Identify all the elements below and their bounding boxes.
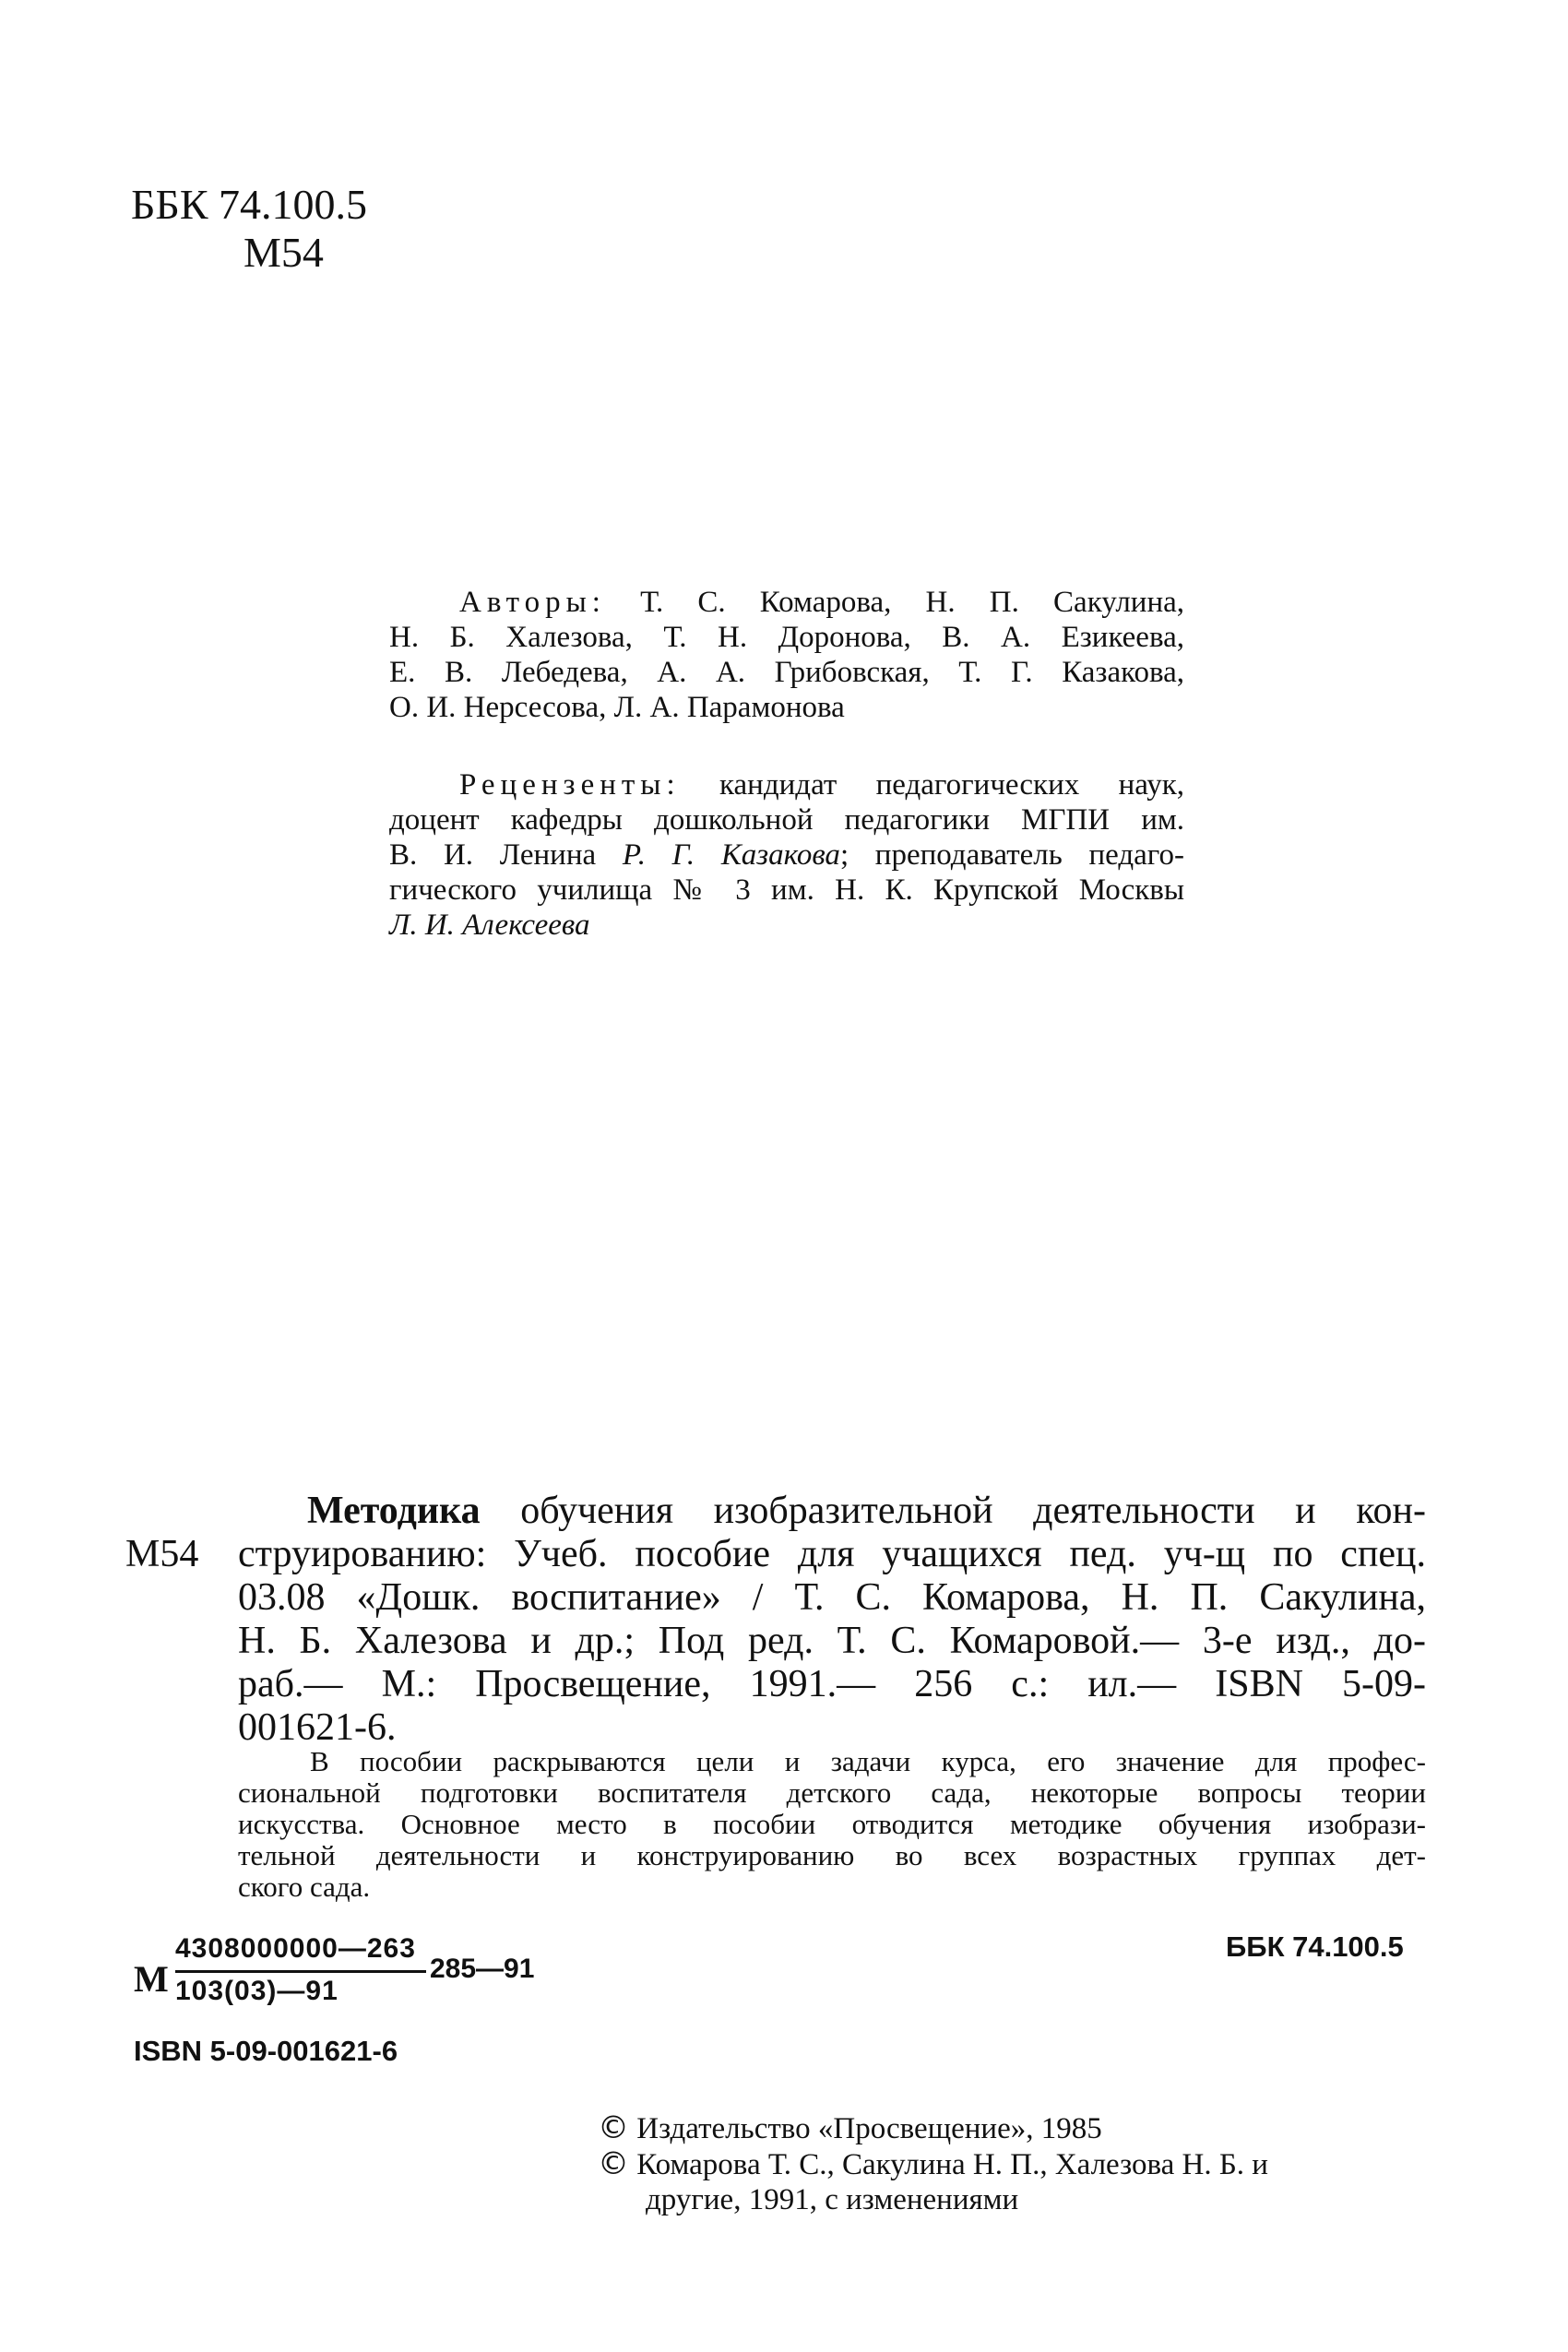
reviewers-block (389, 767, 1184, 943)
entry-line-3: 03.08 «Дошк. воспитание» / Т. С. Комарова, Н. П. Сакулина, (238, 1576, 1426, 1619)
annotation-line-4: тельной деятельности и конструированию во всех возрастных группах дет- (238, 1839, 1426, 1871)
authors-block (389, 585, 1184, 725)
bbk-code-bottom: ББК 74.100.5 (1226, 1930, 1404, 1963)
reviewers-line-4: гического училища № 3 им. Н. К. Крупской Москвы (389, 873, 1184, 907)
entry-author-sign: М54 (125, 1533, 199, 1575)
annotation-line-1: В пособии раскрываются цели и задачи курса, его значение для профес- (310, 1745, 1426, 1777)
bbk-code: ББК 74.100.5 (131, 181, 368, 228)
reviewer-name-2: Л. И. Алексеева (389, 909, 590, 942)
entry-line-5: раб.— М.: Просвещение, 1991.— 256 с.: ил.— ISBN 5-09- (238, 1663, 1426, 1705)
copyright-icon: © (598, 2145, 629, 2182)
entry-title-bold: Методика (307, 1490, 481, 1532)
entry-line-6: 001621-6. (238, 1706, 397, 1749)
copyright-block (598, 2110, 1268, 2217)
reviewers-line-3: В. И. Ленина Р. Г. Казакова; преподаватель педаго- (389, 838, 1184, 872)
copyright-line-1: © Издательство «Просвещение», 1985 (598, 2109, 1102, 2146)
copyright-icon: © (598, 2109, 629, 2146)
authors-line-2: Н. Б. Халезова, Т. Н. Доронова, В. А. Езикеева, (389, 621, 1184, 654)
author-sign: М54 (244, 229, 324, 276)
copyright-line-2: © Комарова Т. С., Сакулина Н. П., Халезова Н. Б. и (598, 2145, 1268, 2182)
reviewers-line-2: доцент кафедры дошкольной педагогики МГПИ им. (389, 803, 1184, 837)
bbk-header (131, 181, 367, 277)
reviewers-label: Рецензенты: (459, 768, 681, 802)
reviewer-name-1: Р. Г. Казакова (622, 838, 840, 872)
index-suffix: 285—91 (430, 1954, 535, 1984)
annotation-line-2: сиональной подготовки воспитателя детского сада, некоторые вопросы теории (238, 1776, 1426, 1809)
entry-line-1: Методика обучения изобразительной деятельности и кон- (307, 1490, 1426, 1532)
index-denominator: 103(03)—91 (175, 1976, 339, 2006)
reviewers-line-1: Рецензенты: кандидат педагогических наук, (459, 768, 1184, 802)
index-numerator: 4308000000—263 (175, 1933, 416, 1964)
isbn: ISBN 5-09-001621-6 (134, 2035, 398, 2067)
authors-label: Авторы: (459, 586, 606, 619)
authors-line-1: Авторы: Т. С. Комарова, Н. П. Сакулина, (459, 586, 1184, 619)
authors-line-3: Е. В. Лебедева, А. А. Грибовская, Т. Г. Казакова, (389, 656, 1184, 689)
annotation-line-3: искусства. Основное место в пособии отводится методике обучения изобрази- (238, 1808, 1426, 1840)
bibliographic-entry (238, 1490, 1426, 1750)
copyright-line-3: другие, 1991, с изменениями (646, 2183, 1019, 2216)
authors-line-4: О. И. Нерсесова, Л. А. Парамонова (389, 691, 845, 724)
annotation-line-5: ского сада. (238, 1871, 371, 1903)
index-letter: М (134, 1958, 169, 2000)
annotation (238, 1746, 1426, 1903)
fraction-bar (175, 1970, 426, 1973)
entry-line-2: струированию: Учеб. пособие для учащихся пед. уч-щ по спец. (238, 1533, 1426, 1575)
entry-line-4: Н. Б. Халезова и др.; Под ред. Т. С. Комаровой.— 3-е изд., до- (238, 1620, 1426, 1662)
